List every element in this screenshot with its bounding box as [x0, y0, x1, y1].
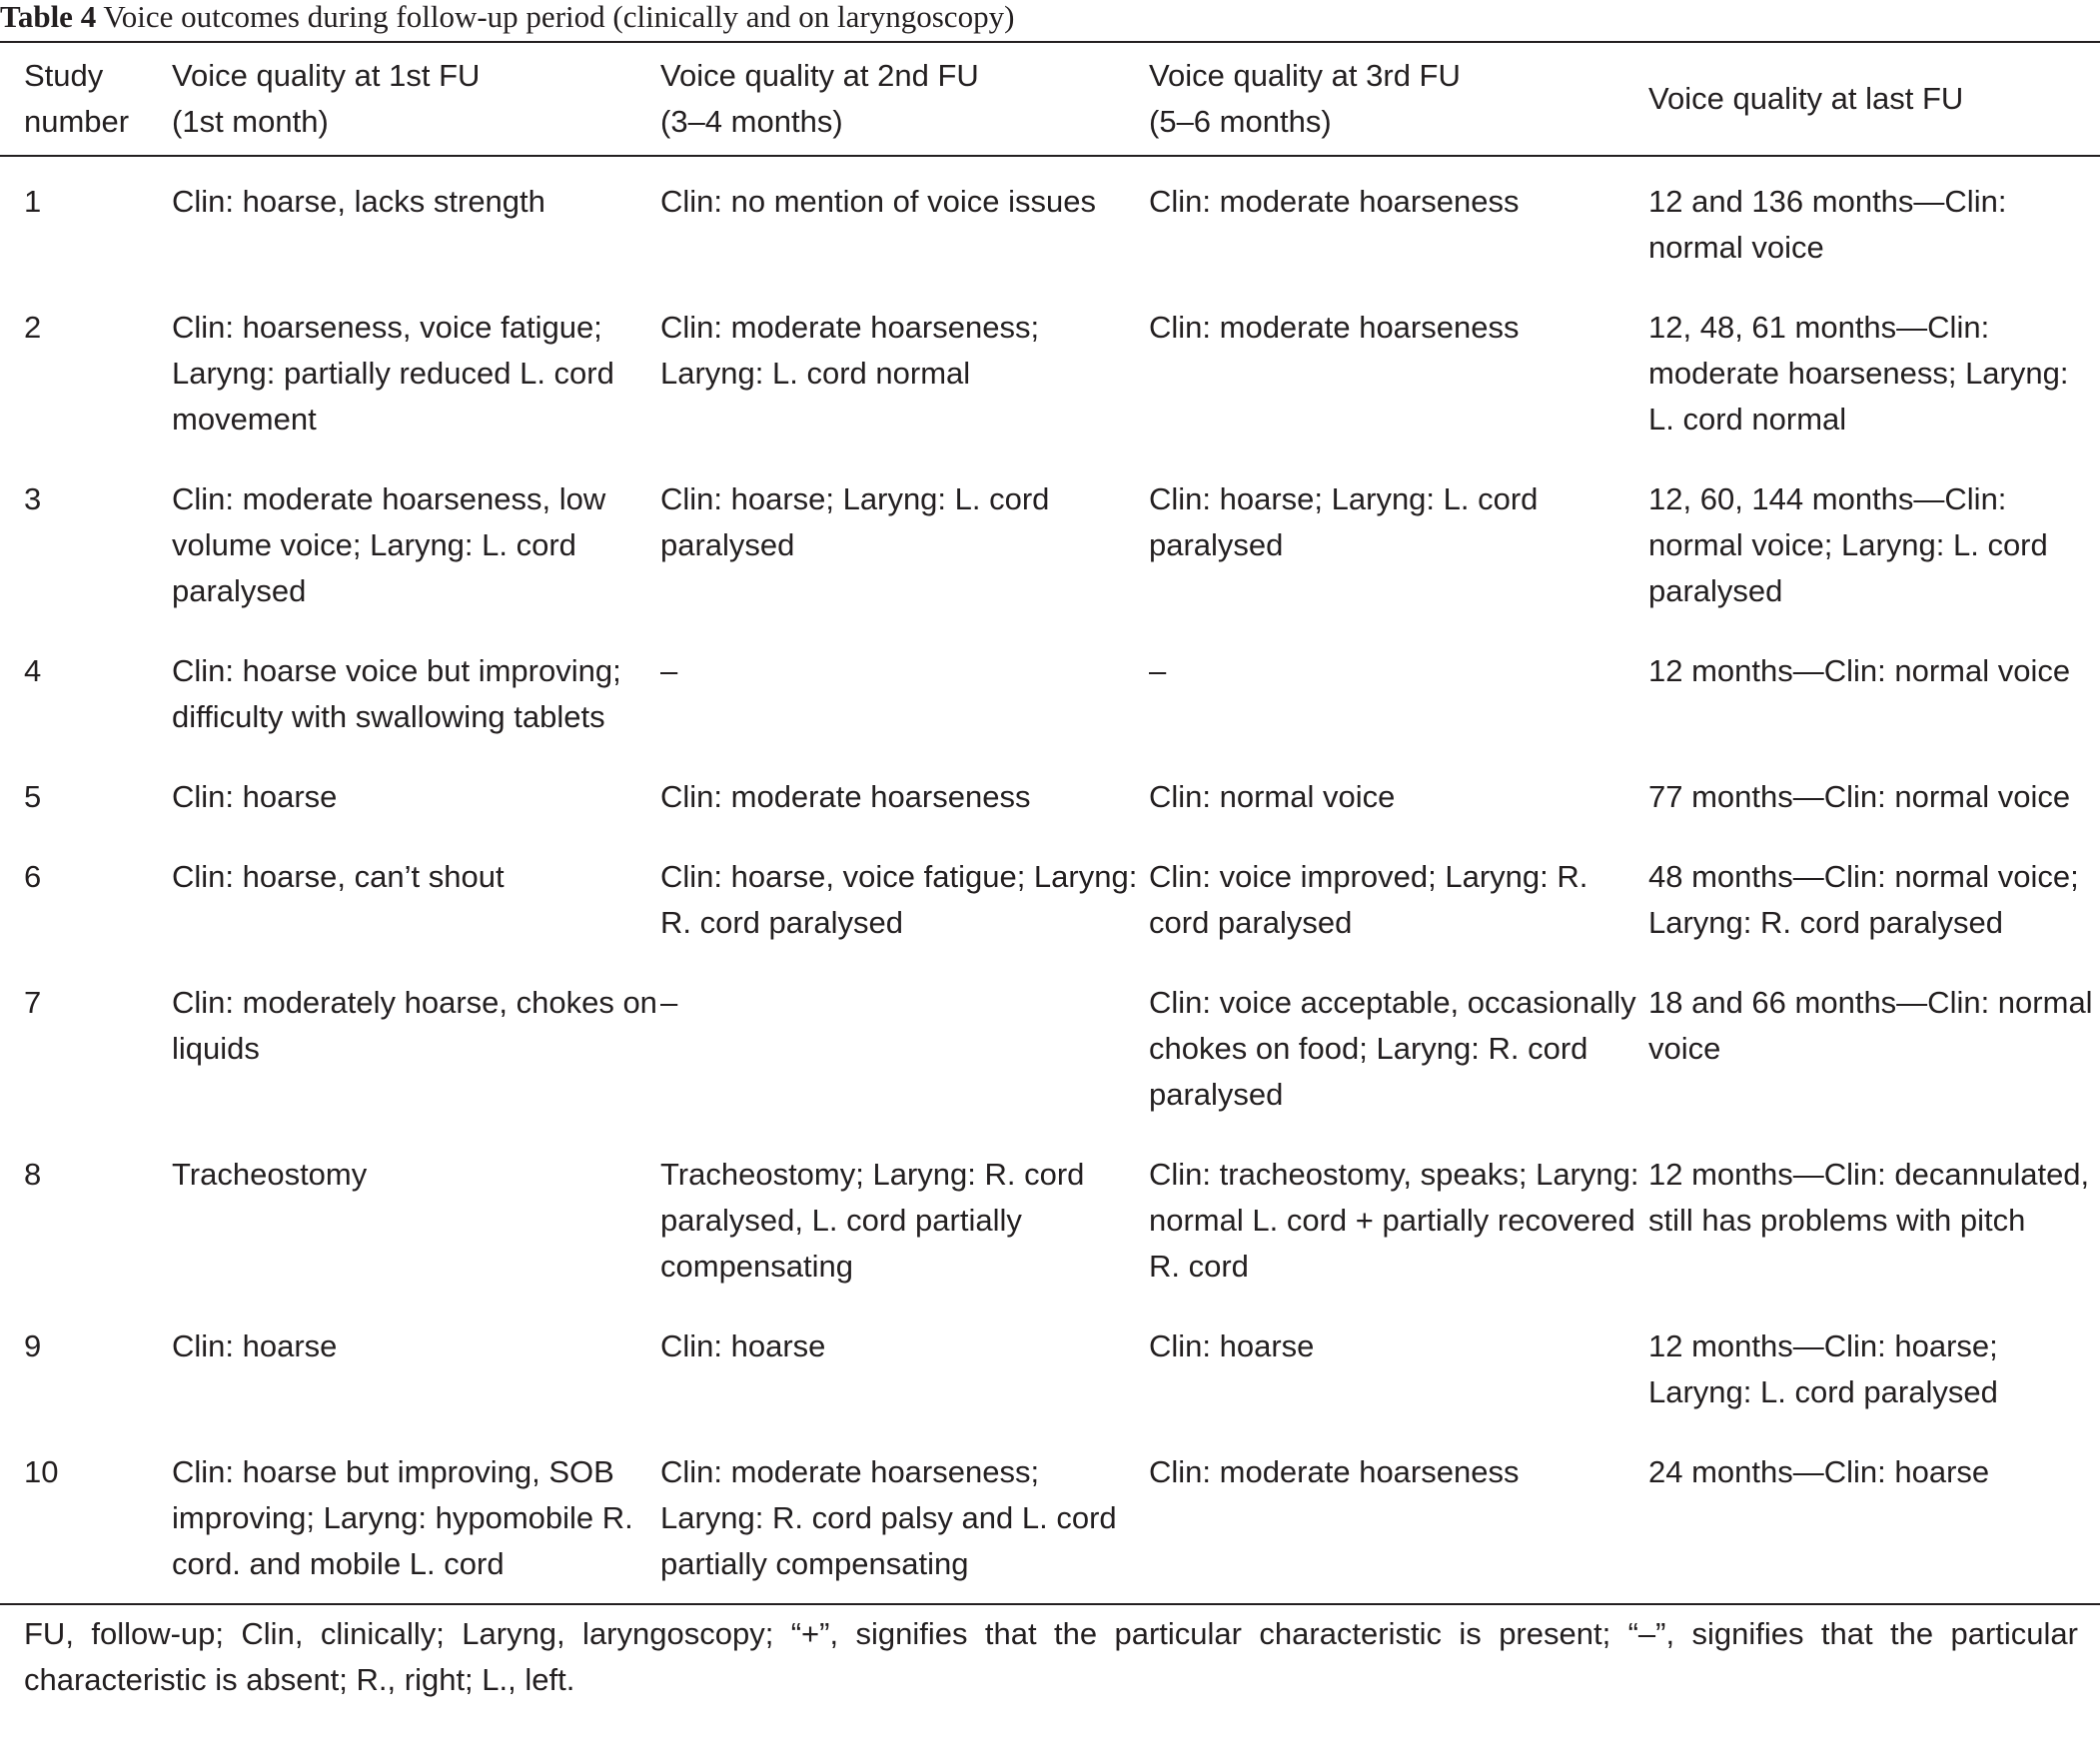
table-cell: – [1149, 653, 1167, 688]
header-line: (1st month) [172, 104, 329, 139]
header-line: Voice quality at last FU [1648, 81, 1964, 116]
table-cell: Tracheostomy [172, 1157, 368, 1192]
table-cell: Clin: hoarse [172, 779, 338, 814]
table-cell: Clin: no mention of voice issues [660, 184, 1096, 219]
table-cell: Clin: voice acceptable, occasionally chokes on food; Laryng: R. cord paralysed [1149, 985, 1636, 1112]
table-cell: 7 [24, 985, 42, 1020]
voice-outcomes-table [0, 43, 2100, 1597]
table-cell: Clin: moderate hoarseness; Laryng: L. cord normal [660, 310, 1040, 391]
table-cell: 1 [24, 184, 42, 219]
table-cell: Clin: hoarse; Laryng: L. cord paralysed [660, 481, 1050, 562]
table-footnote: FU, follow-up; Clin, clinically; Laryng, laryngoscopy; “+”, signifies that the particular characteristic is present; “–”, signifies that the particular characteristic is absent; R., right; L., left. [24, 1616, 2078, 1697]
header-line: (3–4 months) [660, 104, 843, 139]
table-cell: Tracheostomy; Laryng: R. cord paralysed, L. cord partially compensating [660, 1157, 1085, 1284]
header-line: Voice quality at 2nd FU [660, 58, 979, 93]
table-body [0, 155, 2100, 1597]
table-cell: Clin: moderate hoarseness; Laryng: R. cord palsy and L. cord partially compensating [660, 1454, 1117, 1581]
table-cell: Clin: moderate hoarseness, low volume voice; Laryng: L. cord paralysed [172, 481, 606, 608]
table-cell: 6 [24, 859, 42, 894]
table-cell: 3 [24, 481, 42, 516]
table-cell: Clin: hoarse but improving, SOB improving; Laryng: hypomobile R. cord. and mobile L. cord [172, 1454, 633, 1581]
header-line: Study [24, 58, 104, 93]
table-cell: – [660, 653, 678, 688]
table-cell: Clin: hoarse [1149, 1328, 1315, 1363]
table-cell: Clin: hoarse, voice fatigue; Laryng: R. cord paralysed [660, 859, 1138, 940]
header-second-fu [660, 43, 1149, 155]
table-cell: Clin: moderate hoarseness [1149, 310, 1520, 345]
table-cell: Clin: tracheostomy, speaks; Laryng: normal L. cord + partially recovered R. cord [1149, 1157, 1639, 1284]
table-cell: Clin: moderately hoarse, chokes on liquids [172, 985, 657, 1066]
table-row [0, 624, 2100, 750]
table-row [0, 1300, 2100, 1425]
table-cell: 24 months—Clin: hoarse [1648, 1454, 1990, 1489]
header-line: Voice quality at 1st FU [172, 58, 481, 93]
table-caption [0, 0, 2100, 40]
table-row [0, 452, 2100, 624]
table-row [0, 956, 2100, 1128]
table-cell: 18 and 66 months—Clin: normal voice [1648, 985, 2093, 1066]
table-cell: 5 [24, 779, 42, 814]
table-bottom-rule [0, 1603, 2100, 1605]
table-cell: Clin: moderate hoarseness [1149, 184, 1520, 219]
table-header [0, 43, 2100, 155]
table-header-row [0, 43, 2100, 155]
table-row [0, 1128, 2100, 1300]
table-row [0, 1425, 2100, 1597]
table-cell: Clin: voice improved; Laryng: R. cord paralysed [1149, 859, 1588, 940]
table-cell: 12, 48, 61 months—Clin: moderate hoarseness; Laryng: L. cord normal [1648, 310, 2069, 437]
header-line: number [24, 104, 130, 139]
header-line: (5–6 months) [1149, 104, 1332, 139]
header-study-number [0, 43, 172, 155]
table-cell: Clin: hoarse; Laryng: L. cord paralysed [1149, 481, 1539, 562]
table-cell: Clin: normal voice [1149, 779, 1396, 814]
table-caption-label: Table 4 [0, 0, 97, 34]
table-cell: 10 [24, 1454, 59, 1489]
table-cell: 12 months—Clin: decannulated, still has problems with pitch [1648, 1157, 2090, 1238]
header-line: Voice quality at 3rd FU [1149, 58, 1461, 93]
table-caption-title: Voice outcomes during follow-up period (clinically and on laryngoscopy) [103, 0, 1015, 34]
table-cell: – [660, 985, 678, 1020]
table-cell: 77 months—Clin: normal voice [1648, 779, 2071, 814]
table-cell: 4 [24, 653, 42, 688]
table-cell: 2 [24, 310, 42, 345]
table-cell: 12 and 136 months—Clin: normal voice [1648, 184, 2007, 265]
table-cell: Clin: hoarse [660, 1328, 826, 1363]
table-cell: 12 months—Clin: normal voice [1648, 653, 2071, 688]
table-row [0, 155, 2100, 281]
table-cell: Clin: moderate hoarseness [1149, 1454, 1520, 1489]
table-cell: Clin: hoarse, lacks strength [172, 184, 545, 219]
table-row [0, 281, 2100, 452]
header-first-fu [172, 43, 660, 155]
table-cell: Clin: moderate hoarseness [660, 779, 1031, 814]
header-third-fu [1149, 43, 1648, 155]
table-cell: Clin: hoarse, can’t shout [172, 859, 505, 894]
table-cell: 9 [24, 1328, 42, 1363]
table-cell: 48 months—Clin: normal voice; Laryng: R. cord paralysed [1648, 859, 2079, 940]
header-last-fu [1648, 43, 2100, 155]
table-row [0, 750, 2100, 830]
table-cell: Clin: hoarseness, voice fatigue; Laryng: partially reduced L. cord movement [172, 310, 614, 437]
table-cell: 12 months—Clin: hoarse; Laryng: L. cord paralysed [1648, 1328, 1998, 1409]
table-cell: Clin: hoarse voice but improving; difficulty with swallowing tablets [172, 653, 621, 734]
table-cell: 12, 60, 144 months—Clin: normal voice; Laryng: L. cord paralysed [1648, 481, 2048, 608]
table-row [0, 830, 2100, 956]
table-cell: 8 [24, 1157, 42, 1192]
table-cell: Clin: hoarse [172, 1328, 338, 1363]
